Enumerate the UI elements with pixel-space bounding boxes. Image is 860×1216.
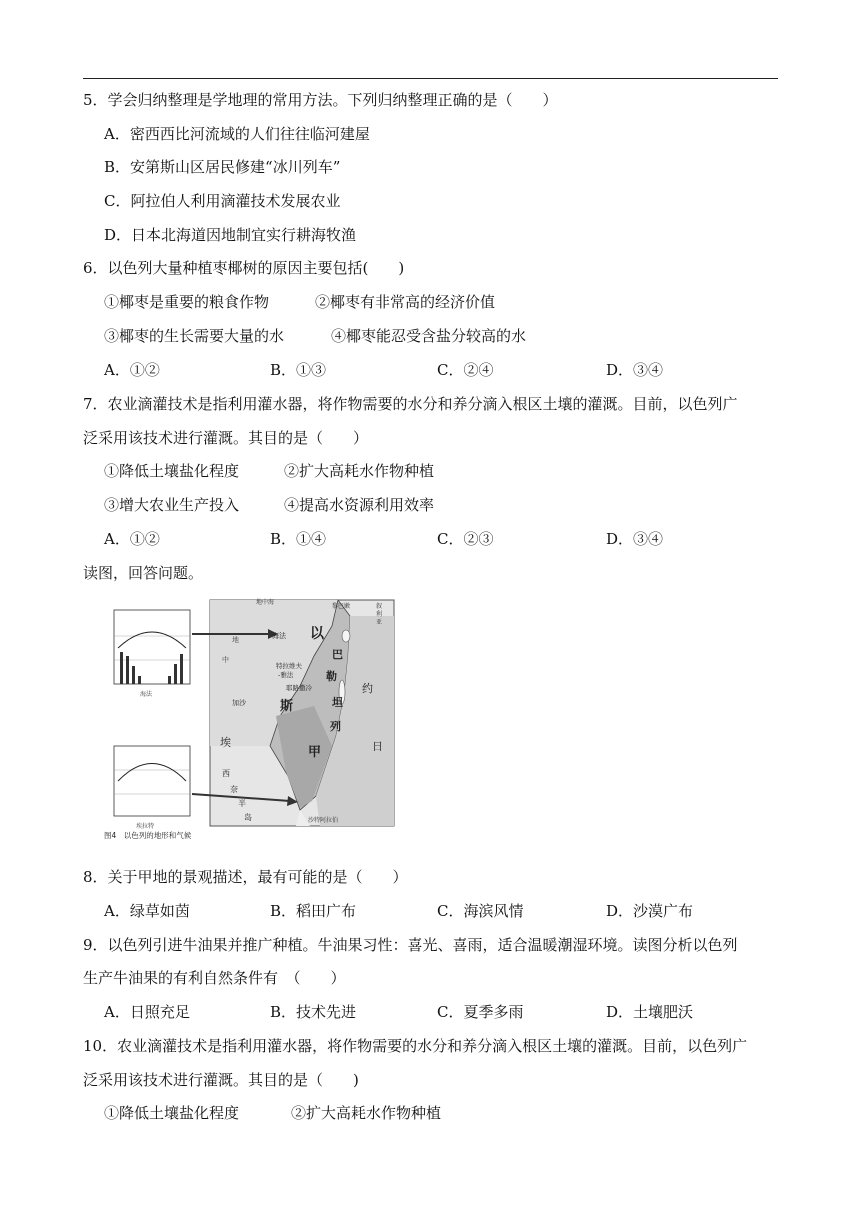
question-6-item-2: ②椰枣有非常高的经济价值	[315, 293, 496, 311]
question-8-option-c: C．海滨风情	[437, 902, 524, 920]
haifa-climate-chart	[114, 610, 190, 684]
map-label-lebanon: 黎巴嫩	[332, 603, 351, 610]
question-8-option-d: D．沙漠广布	[606, 902, 694, 920]
map-label-ban: 半	[238, 799, 246, 808]
map-label-syria-1: 叙	[376, 603, 383, 610]
question-6-option-c: C．②④	[437, 361, 494, 379]
question-7-option-b: B．①④	[270, 530, 327, 548]
question-6-item-3: ③椰枣的生长需要大量的水	[104, 327, 285, 345]
question-9-option-c: C．夏季多雨	[437, 1003, 524, 1021]
map-label-sea-top: 地中海	[256, 599, 275, 606]
figure-caption: 图4 以色列的地形和气候	[104, 831, 192, 840]
question-10-stem-line-2: 泛采用该技术进行灌溉。其目的是（ )	[83, 1071, 359, 1089]
question-8-option-b: B．稻田广布	[270, 902, 357, 920]
question-10-item-2: ②扩大高耗水作物种植	[291, 1104, 442, 1122]
map-label-ai: 埃	[220, 736, 231, 749]
question-9-stem-line-2: 生产牛油果的有利自然条件有 （ ）	[83, 969, 346, 987]
map-label-tel-aviv: 特拉维夫	[276, 662, 302, 670]
chart-1-label: 海法	[140, 691, 153, 698]
map-label-xi: 西	[222, 769, 230, 778]
question-5-option-d: D．日本北海道因地制宜实行耕海牧渔	[104, 226, 357, 244]
map-label-ri: 日	[372, 740, 383, 753]
question-10-stem-line-1: 10．农业滴灌技术是指利用灌水器，将作物需要的水分和养分滴入根区土壤的灌溉。目前，以色列广	[83, 1037, 748, 1055]
question-7-option-d: D．③④	[606, 530, 664, 548]
map-label-big-3: 勒	[326, 670, 337, 683]
map-label-dao: 岛	[244, 813, 252, 822]
map-label-nai: 奈	[230, 785, 238, 794]
question-5-option-c: C．阿拉伯人利用滴灌技术发展农业	[104, 192, 341, 210]
map-label-di: 地	[232, 636, 239, 644]
map-label-big-4: 斯	[280, 699, 294, 714]
map-label-saudi: 沙特阿拉伯	[308, 817, 339, 824]
question-10-item-1: ①降低土壤盐化程度	[104, 1104, 240, 1122]
read-prompt: 读图，回答问题。	[83, 564, 204, 582]
map-label-syria-3: 亚	[376, 619, 383, 626]
question-5-option-b: B．安第斯山区居民修建“冰川列车”	[104, 158, 341, 176]
map-label-zhong: 中	[222, 656, 229, 664]
question-7-item-3: ③增大农业生产投入	[104, 496, 240, 514]
question-7-item-2: ②扩大高耗水作物种植	[284, 462, 435, 480]
question-7-item-4: ④提高水资源利用效率	[284, 496, 435, 514]
question-7-option-a: A．①②	[104, 530, 160, 548]
israel-terrain-climate-figure	[100, 596, 396, 840]
map-label-syria-2: 利	[376, 611, 383, 618]
question-9-option-d: D．土壤肥沃	[606, 1003, 694, 1021]
question-7-option-c: C．②③	[437, 530, 494, 548]
question-5-option-a: A．密西西比河流域的人们往往临河建屋	[104, 125, 370, 143]
question-6-option-a: A．①②	[104, 361, 160, 379]
map-label-big-5: 坦	[332, 696, 343, 709]
eilat-climate-chart	[114, 746, 190, 816]
question-5-stem: 5．学会归纳整理是学地理的常用方法。下列归纳整理正确的是（ ）	[83, 91, 558, 109]
question-7-stem-line-2: 泛采用该技术进行灌溉。其目的是（ ）	[83, 429, 369, 447]
map-label-big-6: 列	[330, 720, 341, 733]
question-9-option-a: A．日照充足	[104, 1003, 190, 1021]
map-label-haifa: 海法	[272, 632, 286, 640]
question-9-option-b: B．技术先进	[270, 1003, 357, 1021]
question-9-stem-line-1: 9．以色列引进牛油果并推广种植。牛油果习性：喜光、喜雨，适合温暖潮湿环境。读图分析以色列	[83, 936, 738, 954]
map-label-jerusalem: 耶路撒冷	[286, 684, 312, 692]
chart-2-label: 埃拉特	[136, 823, 155, 830]
question-6-item-1: ①椰枣是重要的粮食作物	[104, 293, 270, 311]
question-8-stem: 8．关于甲地的景观描述，最有可能的是（ ）	[83, 868, 408, 886]
map-label-gaza: 加沙	[232, 699, 246, 707]
question-6-stem: 6．以色列大量种植枣椰树的原因主要包括( )	[83, 259, 405, 277]
sea-of-galilee	[342, 630, 350, 642]
question-6-option-d: D．③④	[606, 361, 664, 379]
header-rule	[83, 78, 778, 79]
question-6-option-b: B．①③	[270, 361, 327, 379]
map-label-big-2: 巴	[332, 648, 343, 661]
question-8-option-a: A．绿草如茵	[104, 902, 190, 920]
map-label-yafa: -雅法	[278, 671, 294, 679]
question-6-item-4: ④椰枣能忍受含盐分较高的水	[331, 327, 527, 345]
question-7-item-1: ①降低土壤盐化程度	[104, 462, 240, 480]
map-label-jia: 甲	[308, 745, 322, 760]
map-label-yue: 约	[362, 682, 373, 695]
question-7-stem-line-1: 7．农业滴灌技术是指利用灌水器，将作物需要的水分和养分滴入根区土壤的灌溉。目前，以色列广	[83, 395, 738, 413]
map-label-big-1: 以	[310, 626, 324, 642]
